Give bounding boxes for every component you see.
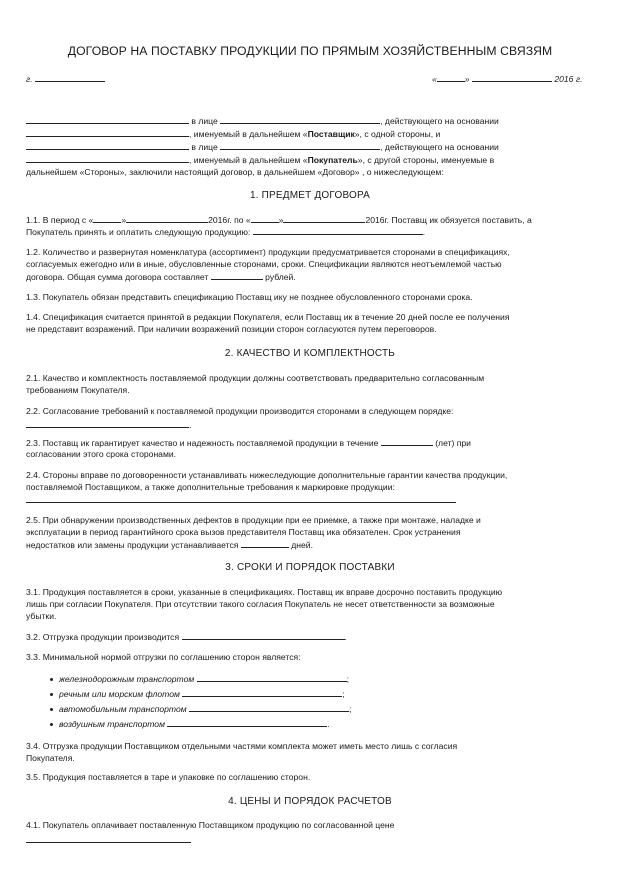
named-supplier-post: », с одной стороны, и <box>354 129 441 139</box>
clause-1-4-line-1: 1.4. Спецификация считается принятой в редакции Покупателя, если Поставщ ик в течение 20 дней после ее получения <box>26 312 510 322</box>
river-label: речным или морским флотом <box>59 689 180 699</box>
list-item-auto <box>50 703 351 715</box>
city-blank[interactable] <box>35 73 105 82</box>
contract-sum-blank[interactable] <box>211 271 263 280</box>
bullet-icon <box>50 678 53 681</box>
section-heading-1: 1. ПРЕДМЕТ ДОГОВОРА <box>249 190 371 201</box>
supplier-name-blank[interactable] <box>26 115 189 124</box>
auto-end: ; <box>349 704 352 714</box>
river-norm-blank[interactable] <box>182 688 345 699</box>
clause-2-3-l1b: (лет) при <box>435 438 471 448</box>
clause-2-5-line-1: 2.5. При обнаружении производственных дефектов в продукции при ее приемке, а также при монтаже, наладке и <box>26 515 481 525</box>
named-buyer-post: », с другой стороны, именуемые в <box>357 155 495 165</box>
clause-3-3-line-1: 3.3. Минимальной нормой отгрузки по соглашению сторон является: <box>26 652 301 662</box>
party-line-2 <box>26 128 440 140</box>
clause-2-4-line-2: поставляемой Поставщиком, а также дополнительные требования к маркировке продукции: <box>26 482 395 492</box>
product-blank[interactable] <box>253 226 426 237</box>
repair-days-blank[interactable] <box>241 539 289 548</box>
clause-4-1-line-2 <box>26 834 191 846</box>
supplier-basis-blank[interactable] <box>26 128 189 137</box>
warranty-years-blank[interactable] <box>381 437 433 446</box>
clause-3-1-line-3: убытки. <box>26 611 57 621</box>
acting-basis-label-2: , действующего на основании <box>380 142 499 152</box>
clause-2-4-line-1: 2.4. Стороны вправе по договоренности устанавливать нижеследующие дополнительные гарантии качества продукции, <box>26 470 508 480</box>
clause-1-2-line-2: согласуемых ежегодно или в иные, обусловленные сторонами, сроки. Спецификации являются неотъемлемой частью <box>26 259 502 269</box>
section-heading-4: 4. ЦЕНЫ И ПОРЯДОК РАСЧЕТОВ <box>228 796 392 807</box>
clause-1-1-c: 2016г. по « <box>208 215 251 225</box>
bullet-icon <box>50 723 53 726</box>
date-year: 2016 г. <box>554 74 583 84</box>
shipment-method-blank[interactable] <box>182 631 345 640</box>
clause-2-5-line-3 <box>26 539 313 551</box>
clause-1-2-l3a: договора. Общая сумма договора составляет <box>26 272 209 282</box>
clause-1-2-line-3 <box>26 271 296 283</box>
party-line-1 <box>26 115 499 127</box>
clause-3-4-line-2: Покупателя. <box>26 753 75 763</box>
date-line <box>432 73 582 85</box>
clause-1-1-end: . <box>422 227 426 237</box>
clause-1-3: 1.3. Покупатель обязан представить спецификацию Поставщ ику не позднее обусловленного сторонами срока. <box>26 292 473 302</box>
city-line <box>26 73 105 85</box>
supplier-rep-blank[interactable] <box>220 115 380 124</box>
in-person-label: в лице <box>191 116 218 126</box>
clause-3-5: 3.5. Продукция поставляется в таре и упаковке по соглашению сторон. <box>26 772 311 782</box>
clause-1-1-line2-text: Покупатель принять и оплатить следующую продукцию: <box>26 227 251 237</box>
buyer-name-blank[interactable] <box>26 141 189 150</box>
party-line-3 <box>26 141 499 153</box>
party-line-5: дальнейшем «Стороны», заключили настоящий договор, в дальнейшем «Договор» , о нижеследующем: <box>26 167 444 177</box>
party-line-4 <box>26 154 494 166</box>
clause-1-1-b: » <box>121 215 127 225</box>
rail-end: ; <box>346 674 350 684</box>
clause-1-2-line-1: 1.2. Количество и развернутая номенклатура (ассортимент) продукции предусматривается сторонами в спецификациях, <box>26 247 510 257</box>
date-day-blank[interactable] <box>437 73 465 82</box>
buyer-basis-blank[interactable] <box>26 154 189 163</box>
clause-1-1-a: 1.1. В период с « <box>26 215 94 225</box>
clause-2-1-line-1: 2.1. Качество и комплектность поставляемой продукции должны соответствовать предварительно согласованным <box>26 373 485 383</box>
end-day-blank[interactable] <box>251 214 279 223</box>
city-prefix: г. <box>26 74 33 84</box>
river-end: ; <box>342 689 345 699</box>
buyer-term: Покупатель <box>307 155 358 165</box>
clause-1-2-l3b: рублей. <box>265 272 296 282</box>
named-buyer-pre: , именуемый в дальнейшем « <box>189 155 308 165</box>
clause-2-1-line-2: требованиям Покупателя. <box>26 385 130 395</box>
clause-3-4-line-1: 3.4. Отгрузка продукции Поставщиком отдельными частями комплекта может иметь место лишь с согласия <box>26 741 458 751</box>
clause-2-3-l1a: 2.3. Поставщ ик гарантирует качество и надежность поставляемой продукции в течение <box>26 438 379 448</box>
start-month-blank[interactable] <box>126 214 208 223</box>
extra-guarantees-blank[interactable] <box>26 494 456 503</box>
acting-basis-label: , действующего на основании <box>380 116 499 126</box>
document-title: ДОГОВОР НА ПОСТАВКУ ПРОДУКЦИИ ПО ПРЯМЫМ ХОЗЯЙСТВЕННЫМ СВЯЗЯМ <box>67 44 553 58</box>
clause-2-4-line-3 <box>26 494 456 506</box>
section-heading-3: 3. СРОКИ И ПОРЯДОК ПОСТАВКИ <box>225 562 395 573</box>
clause-2-3-line-2: согласовании этого срока сторонами. <box>26 449 177 459</box>
clause-1-1-line-2 <box>26 226 425 238</box>
clause-2-3-line-1 <box>26 437 471 449</box>
clause-2-5-l3a: недостатков или замены продукции устанавливается <box>26 540 239 550</box>
air-norm-blank[interactable] <box>167 718 330 729</box>
clause-2-2-end: . <box>189 420 192 430</box>
air-label: воздушным транспортом <box>59 719 165 729</box>
air-end: . <box>327 719 330 729</box>
section-heading-2: 2. КАЧЕСТВО И КОМПЛЕКТНОСТЬ <box>224 348 396 359</box>
price-blank[interactable] <box>26 834 191 843</box>
in-person-label-2: в лице <box>191 142 218 152</box>
clause-1-1-e: 2016г. Поставщ ик обязуется поставить, а <box>365 215 532 225</box>
list-item-rail <box>50 673 349 685</box>
auto-norm-blank[interactable] <box>189 703 352 714</box>
agreement-order-blank[interactable] <box>26 419 192 430</box>
supplier-term: Поставщик <box>307 129 355 139</box>
clause-3-1-line-2: лишь при согласии Покупателя. При отсутствии такого согласия Покупатель не несет ответственности за возможные <box>26 599 495 609</box>
clause-1-1-line-1 <box>26 214 532 226</box>
rail-label: железнодорожным транспортом <box>59 674 195 684</box>
start-day-blank[interactable] <box>93 214 121 223</box>
clause-2-2-line-2 <box>26 419 191 431</box>
end-month-blank[interactable] <box>283 214 365 223</box>
clause-3-2-text: 3.2. Отгрузка продукции производится <box>26 632 180 642</box>
clause-3-2-end: . <box>344 632 347 642</box>
clause-2-2-line-1: 2.2. Согласование требований к поставляемой продукции производится сторонами в следующем порядке: <box>26 406 454 416</box>
date-open-quote: « <box>432 74 437 84</box>
clause-1-4-line-2: не представит возражений. При наличии возражений позиции сторон согласуются путем переговоров. <box>26 324 437 334</box>
buyer-rep-blank[interactable] <box>220 141 380 150</box>
bullet-icon <box>50 708 53 711</box>
list-item-air <box>50 718 330 730</box>
clause-2-5-line-2: эксплуатации в период гарантийного срока вызов представителя Поставщ ика обязателен. Срок устранения <box>26 527 461 537</box>
clause-1-1-d: » <box>278 215 284 225</box>
clause-2-5-l3b: дней. <box>291 540 313 550</box>
bullet-icon <box>50 693 53 696</box>
clause-3-1-line-1: 3.1. Продукция поставляется в сроки, указанные в спецификациях. Поставщ ик вправе досрочно поставить продукцию <box>26 587 503 597</box>
clause-3-2 <box>26 631 347 643</box>
rail-norm-blank[interactable] <box>197 673 350 684</box>
date-month-blank[interactable] <box>472 73 552 82</box>
date-close-quote: » <box>464 74 470 84</box>
list-item-river <box>50 688 345 700</box>
auto-label: автомобильным транспортом <box>59 704 187 714</box>
named-supplier-pre: , именуемый в дальнейшем « <box>189 129 308 139</box>
clause-4-1-line-1: 4.1. Покупатель оплачивает поставленную Поставщиком продукцию по согласованной цене <box>26 820 395 830</box>
